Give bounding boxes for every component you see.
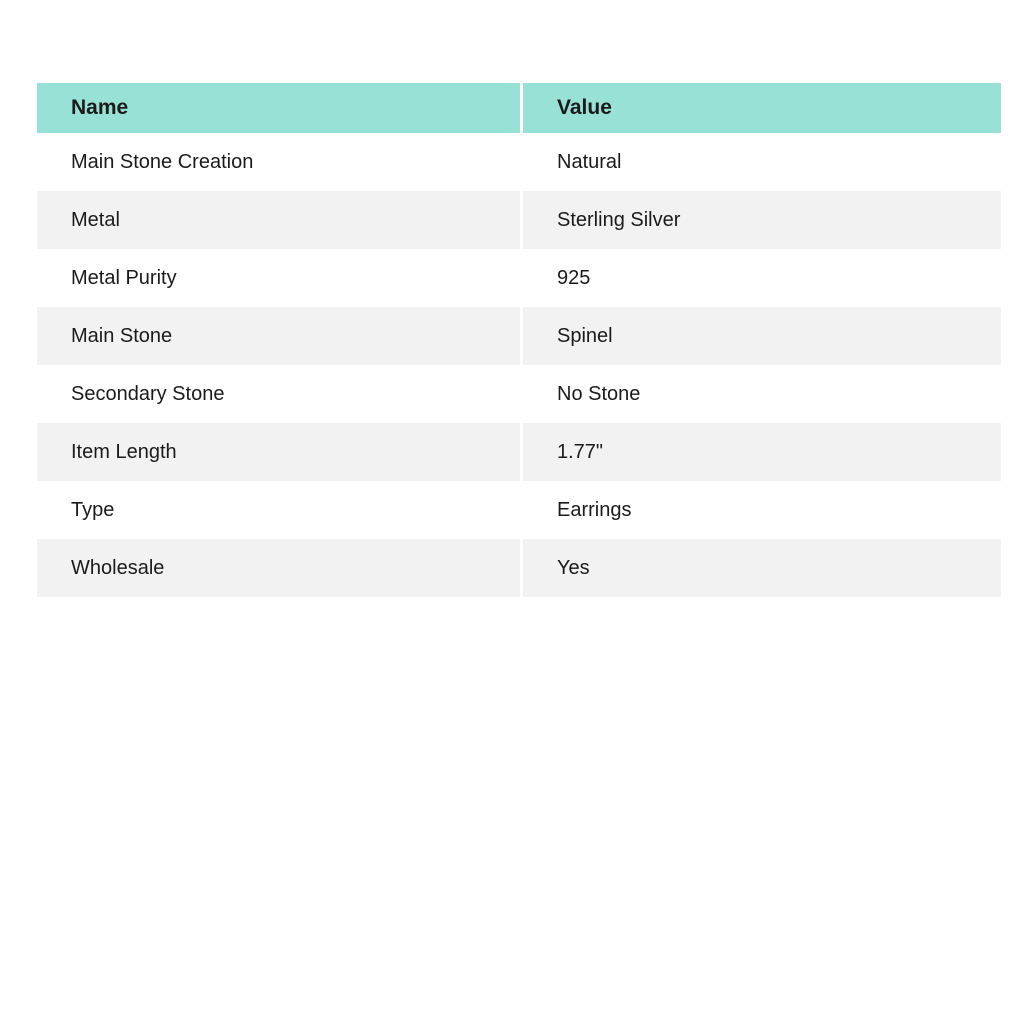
row-name-cell: Wholesale bbox=[37, 539, 523, 597]
table-row bbox=[37, 133, 1001, 191]
table-header bbox=[37, 83, 1001, 133]
row-value-cell: Natural bbox=[523, 133, 1001, 191]
table-row bbox=[37, 481, 1001, 539]
table-row bbox=[37, 307, 1001, 365]
row-name-cell: Metal bbox=[37, 191, 523, 249]
table-row bbox=[37, 191, 1001, 249]
row-name-cell: Main Stone Creation bbox=[37, 133, 523, 191]
row-value-cell: 925 bbox=[523, 249, 1001, 307]
header-row bbox=[37, 83, 1001, 133]
row-value-cell: Sterling Silver bbox=[523, 191, 1001, 249]
row-name-cell: Item Length bbox=[37, 423, 523, 481]
row-name-cell: Type bbox=[37, 481, 523, 539]
table-row bbox=[37, 365, 1001, 423]
column-header-value: Value bbox=[523, 83, 1001, 133]
table-row bbox=[37, 539, 1001, 597]
table-row bbox=[37, 423, 1001, 481]
column-header-name: Name bbox=[37, 83, 523, 133]
row-value-cell: 1.77" bbox=[523, 423, 1001, 481]
row-name-cell: Secondary Stone bbox=[37, 365, 523, 423]
table-row bbox=[37, 249, 1001, 307]
row-value-cell: Earrings bbox=[523, 481, 1001, 539]
row-value-cell: Yes bbox=[523, 539, 1001, 597]
product-spec-table bbox=[37, 83, 1001, 597]
row-name-cell: Metal Purity bbox=[37, 249, 523, 307]
table-body bbox=[37, 133, 1001, 597]
row-value-cell: No Stone bbox=[523, 365, 1001, 423]
row-name-cell: Main Stone bbox=[37, 307, 523, 365]
row-value-cell: Spinel bbox=[523, 307, 1001, 365]
